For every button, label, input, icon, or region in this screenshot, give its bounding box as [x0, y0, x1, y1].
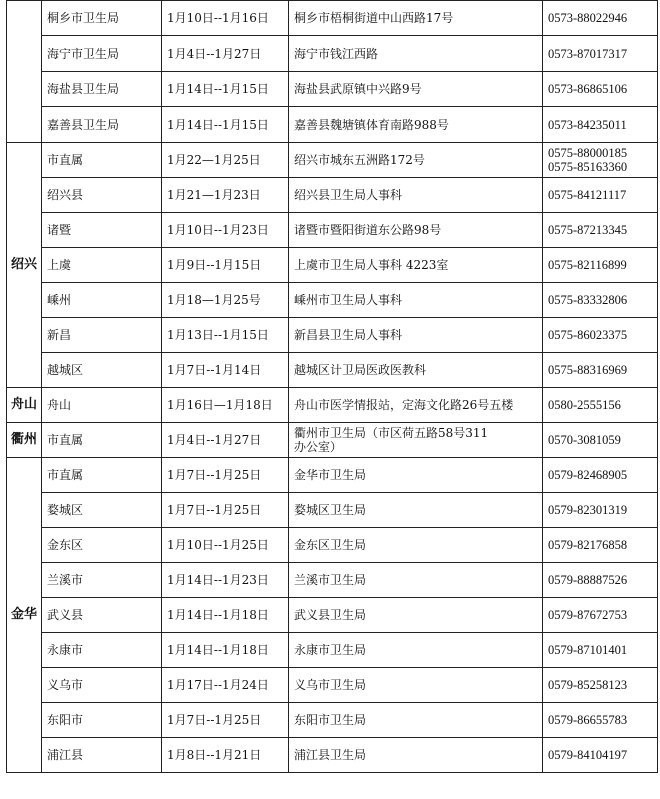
phone-line: 0575-88000185: [548, 146, 628, 160]
phone-cell: 0579-84104197: [543, 738, 658, 773]
phone-cell: 0575-82116899: [543, 248, 658, 283]
phone-cell: 0579-86655783: [543, 703, 658, 738]
table-row: [7, 423, 658, 458]
unit-cell: 东阳市: [42, 703, 162, 738]
dates-cell: 1月22—1月25日: [162, 143, 289, 178]
table-row: [7, 248, 658, 283]
phone-cell: 0573-87017317: [543, 36, 658, 72]
phone-cell: 0579-87672753: [543, 598, 658, 633]
unit-cell: 市直属: [42, 458, 162, 493]
phone-cell: 0579-82176858: [543, 528, 658, 563]
unit-cell: 金东区: [42, 528, 162, 563]
unit-cell: 婺城区: [42, 493, 162, 528]
table-row: [7, 738, 658, 773]
dates-cell: 1月14日--1月18日: [162, 598, 289, 633]
table-row: [7, 458, 658, 493]
address-line: 办公室）: [294, 440, 343, 454]
dates-cell: 1月14日--1月18日: [162, 633, 289, 668]
address-cell: 新昌县卫生局人事科: [289, 318, 543, 353]
dates-cell: 1月8日--1月21日: [162, 738, 289, 773]
address-cell: 金华市卫生局: [289, 458, 543, 493]
dates-cell: 1月13日--1月15日: [162, 318, 289, 353]
phone-cell: 0575-83332806: [543, 283, 658, 318]
unit-cell: 义乌市: [42, 668, 162, 703]
unit-cell: 武义县: [42, 598, 162, 633]
phone-cell: 0575-88316969: [543, 353, 658, 388]
dates-cell: 1月16日—1月18日: [162, 388, 289, 423]
table-row: [7, 107, 658, 143]
table-row: [7, 388, 658, 423]
unit-cell: 绍兴县: [42, 178, 162, 213]
address-cell: 绍兴市城东五洲路172号: [289, 143, 543, 178]
dates-cell: 1月7日--1月25日: [162, 458, 289, 493]
table-row: [7, 703, 658, 738]
dates-cell: 1月7日--1月14日: [162, 353, 289, 388]
dates-cell: 1月4日--1月27日: [162, 423, 289, 458]
dates-cell: 1月10日--1月25日: [162, 528, 289, 563]
phone-cell: 0573-86865106: [543, 72, 658, 107]
address-cell: 浦江县卫生局: [289, 738, 543, 773]
unit-cell: 嘉善县卫生局: [42, 107, 162, 143]
table-row: [7, 143, 658, 178]
phone-line: 0575-85163360: [548, 160, 628, 174]
phone-cell: 0580-2555156: [543, 388, 658, 423]
unit-cell: 市直属: [42, 143, 162, 178]
address-cell: 东阳市卫生局: [289, 703, 543, 738]
dates-cell: 1月10日--1月16日: [162, 1, 289, 36]
address-cell: 海盐县武原镇中兴路9号: [289, 72, 543, 107]
address-cell: 武义县卫生局: [289, 598, 543, 633]
phone-cell: [543, 143, 658, 178]
table-row: [7, 178, 658, 213]
phone-cell: 0570-3081059: [543, 423, 658, 458]
address-cell: 桐乡市梧桐街道中山西路17号: [289, 1, 543, 36]
table-row: [7, 72, 658, 107]
address-cell: 绍兴县卫生局人事科: [289, 178, 543, 213]
address-cell: 永康市卫生局: [289, 633, 543, 668]
region-cell: [7, 1, 42, 143]
region-cell-jinhua: 金华: [7, 458, 42, 773]
address-cell: 金东区卫生局: [289, 528, 543, 563]
table-row: [7, 493, 658, 528]
unit-cell: 上虞: [42, 248, 162, 283]
phone-cell: 0573-88022946: [543, 1, 658, 36]
unit-cell: 新昌: [42, 318, 162, 353]
dates-cell: 1月14日--1月15日: [162, 107, 289, 143]
address-cell: 上虞市卫生局人事科 4223室: [289, 248, 543, 283]
dates-cell: 1月4日--1月27日: [162, 36, 289, 72]
address-cell: 义乌市卫生局: [289, 668, 543, 703]
phone-cell: 0573-84235011: [543, 107, 658, 143]
unit-cell: 舟山: [42, 388, 162, 423]
unit-cell: 海盐县卫生局: [42, 72, 162, 107]
table-row: [7, 668, 658, 703]
phone-cell: 0575-86023375: [543, 318, 658, 353]
dates-cell: 1月14日--1月15日: [162, 72, 289, 107]
dates-cell: 1月10日--1月23日: [162, 213, 289, 248]
dates-cell: 1月18—1月25号: [162, 283, 289, 318]
dates-cell: 1月21—1月23日: [162, 178, 289, 213]
table-row: [7, 598, 658, 633]
address-cell: 诸暨市暨阳街道东公路98号: [289, 213, 543, 248]
unit-cell: 兰溪市: [42, 563, 162, 598]
phone-cell: 0579-87101401: [543, 633, 658, 668]
address-cell: 婺城区卫生局: [289, 493, 543, 528]
phone-cell: 0579-85258123: [543, 668, 658, 703]
unit-cell: 海宁市卫生局: [42, 36, 162, 72]
table-row: [7, 213, 658, 248]
region-cell-shaoxing: 绍兴: [7, 143, 42, 388]
address-cell: 嘉善县魏塘镇体育南路988号: [289, 107, 543, 143]
table-row: [7, 633, 658, 668]
unit-cell: 嵊州: [42, 283, 162, 318]
dates-cell: 1月14日--1月23日: [162, 563, 289, 598]
phone-cell: 0575-84121117: [543, 178, 658, 213]
phone-cell: 0575-87213345: [543, 213, 658, 248]
region-cell-zhoushan: 舟山: [7, 388, 42, 423]
table-row: [7, 563, 658, 598]
registration-schedule-table: [6, 0, 658, 773]
table-row: [7, 528, 658, 563]
dates-cell: 1月7日--1月25日: [162, 493, 289, 528]
region-cell-quzhou: 衢州: [7, 423, 42, 458]
dates-cell: 1月9日--1月15日: [162, 248, 289, 283]
phone-cell: 0579-82301319: [543, 493, 658, 528]
unit-cell: 永康市: [42, 633, 162, 668]
address-line: 衢州市卫生局（市区荷五路58号311: [294, 426, 489, 440]
table-row: [7, 353, 658, 388]
phone-cell: 0579-88887526: [543, 563, 658, 598]
dates-cell: 1月17日--1月24日: [162, 668, 289, 703]
address-cell: 嵊州市卫生局人事科: [289, 283, 543, 318]
address-cell: 舟山市医学情报站，定海文化路26号五楼: [289, 388, 543, 423]
address-cell: [289, 423, 543, 458]
unit-cell: 浦江县: [42, 738, 162, 773]
unit-cell: 越城区: [42, 353, 162, 388]
address-cell: 海宁市钱江西路: [289, 36, 543, 72]
phone-cell: 0579-82468905: [543, 458, 658, 493]
address-cell: 兰溪市卫生局: [289, 563, 543, 598]
unit-cell: 诸暨: [42, 213, 162, 248]
table-row: [7, 1, 658, 36]
unit-cell: 市直属: [42, 423, 162, 458]
table-row: [7, 318, 658, 353]
table-row: [7, 36, 658, 72]
unit-cell: 桐乡市卫生局: [42, 1, 162, 36]
address-cell: 越城区计卫局医政医教科: [289, 353, 543, 388]
dates-cell: 1月7日--1月25日: [162, 703, 289, 738]
table-row: [7, 283, 658, 318]
